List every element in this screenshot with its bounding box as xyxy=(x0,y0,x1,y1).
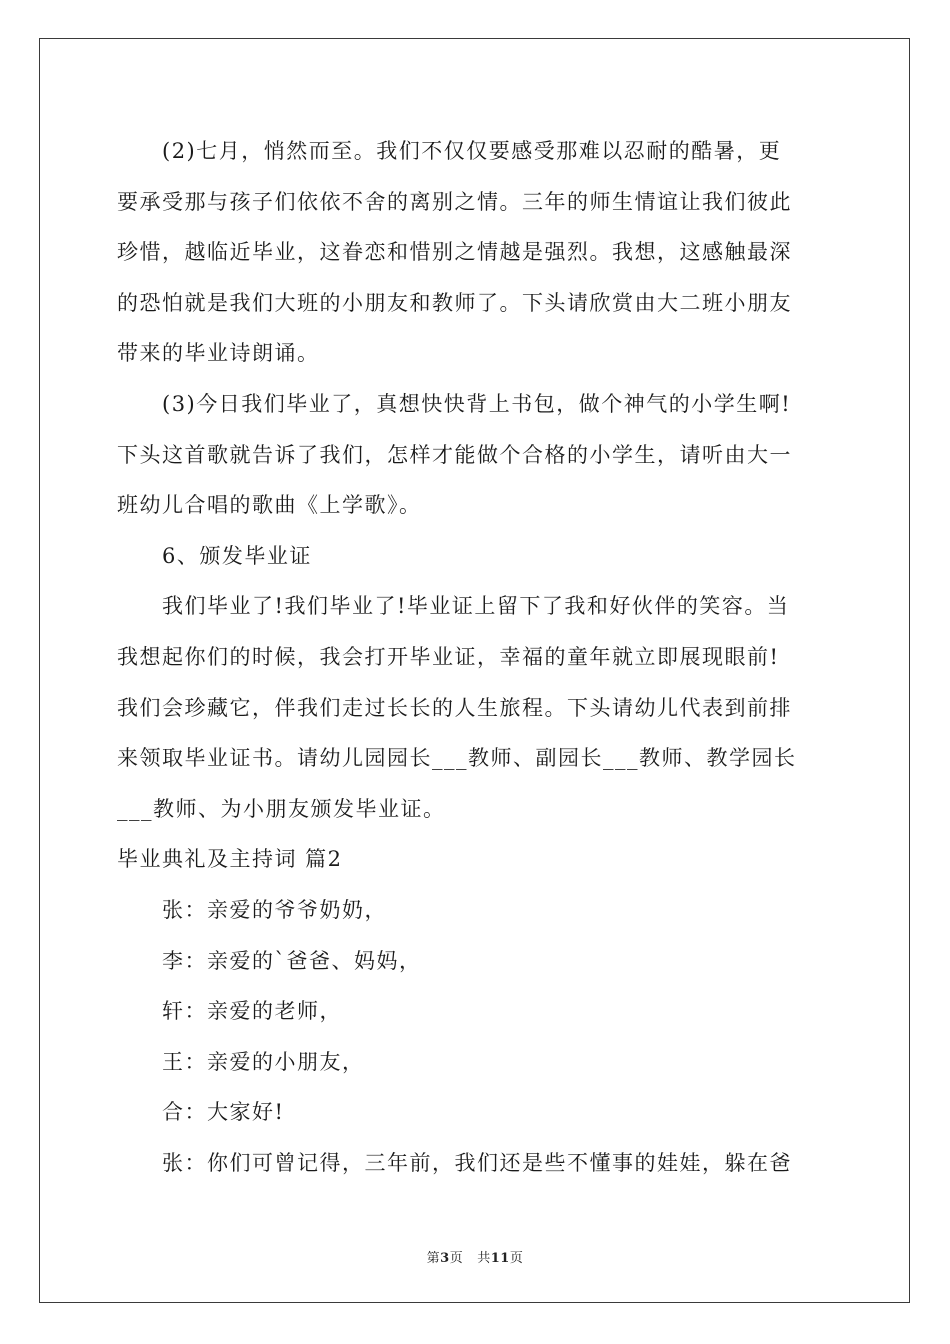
total-suffix: 页 xyxy=(509,1251,524,1266)
text-line: 我们毕业了!我们毕业了!毕业证上留下了我和好伙伴的笑容。当 xyxy=(162,594,790,619)
text-line: 珍惜，越临近毕业，这眷恋和惜别之情越是强烈。我想，这感触最深 xyxy=(117,240,792,265)
text-line: 的恐怕就是我们大班的小朋友和教师了。下头请欣赏由大二班小朋友 xyxy=(117,290,792,315)
dialogue-line: 张：你们可曾记得，三年前，我们还是些不懂事的娃娃，躲在爸 xyxy=(162,1150,792,1175)
document-body xyxy=(117,130,833,1192)
text-line: 要承受那与孩子们依依不舍的离别之情。三年的师生情谊让我们彼此 xyxy=(117,189,792,214)
total-pages: 11 xyxy=(490,1251,510,1266)
page-footer xyxy=(0,1247,950,1266)
total-prefix: 共 xyxy=(477,1251,491,1266)
dialogue-line: 张：亲爱的爷爷奶奶， xyxy=(162,897,387,922)
text-line: 带来的毕业诗朗诵。 xyxy=(117,341,320,366)
page-suffix: 页 xyxy=(449,1251,464,1266)
page-number: 3 xyxy=(440,1251,450,1266)
article-title: 毕业典礼及主持词 篇2 xyxy=(117,847,343,872)
page-prefix: 第 xyxy=(426,1251,441,1266)
dialogue-line: 轩：亲爱的老师， xyxy=(162,999,342,1024)
text-line: 下头这首歌就告诉了我们，怎样才能做个合格的小学生，请听由大一 xyxy=(117,442,792,467)
text-line: (2)七月，悄然而至。我们不仅仅要感受那难以忍耐的酷暑，更 xyxy=(162,139,782,163)
dialogue-line: 王：亲爱的小朋友， xyxy=(162,1049,365,1074)
dialogue-line: 合：大家好! xyxy=(162,1100,285,1125)
text-line: 我想起你们的时候，我会打开毕业证，幸福的童年就立即展现眼前! xyxy=(117,644,780,669)
text-line: (3)今日我们毕业了，真想快快背上书包，做个神气的小学生啊! xyxy=(162,391,792,416)
dialogue-line: 李：亲爱的`爸爸、妈妈， xyxy=(162,948,422,973)
section-heading: 6、颁发毕业证 xyxy=(162,543,312,568)
text-line: 我们会珍藏它，伴我们走过长长的人生旅程。下头请幼儿代表到前排 xyxy=(117,695,792,720)
text-line: 来领取毕业证书。请幼儿园园长___教师、副园长___教师、教学园长 xyxy=(117,746,797,771)
text-line: ___教师、为小朋友颁发毕业证。 xyxy=(117,796,446,821)
text-line: 班幼儿合唱的歌曲《上学歌》。 xyxy=(117,493,422,518)
